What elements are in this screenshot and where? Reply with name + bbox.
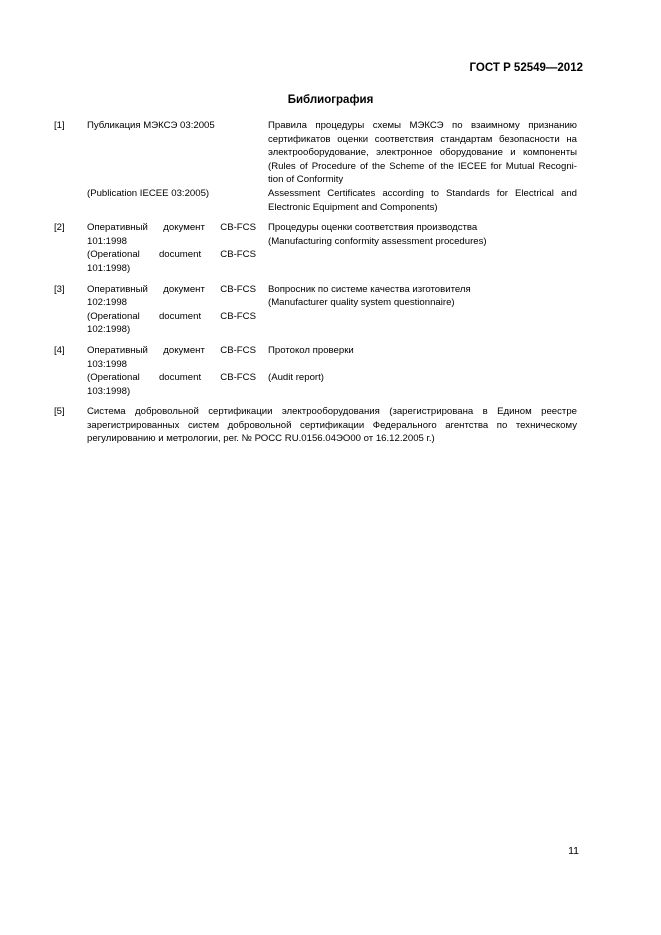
entry-description: Правила процедуры схемы МЭКСЭ по взаимному признанию сертификатов оценки соответствия стандартам безопасности на электрооборудование, электронное оборудование и компоненты (Rules of Procedure of the Scheme of the IECEE for Mutual Recogni-tion of Conformity xyxy=(268,120,577,186)
entry-source-en: (Operational document CB-FCS xyxy=(87,310,256,322)
bibliography-entry-3 xyxy=(54,283,577,337)
entry-description: Протокол проверки xyxy=(268,344,354,356)
bibliography-entry-1 xyxy=(54,119,577,214)
entry-source-number: 103:1998 xyxy=(87,358,128,370)
entry-description: Процедуры оценки соответствия производства xyxy=(268,222,478,234)
entry-description-en: (Manufacturer quality system questionnaire) xyxy=(268,297,455,309)
entry-source: Оперативный документ CB-FCS xyxy=(87,283,256,295)
page-number: 11 xyxy=(568,845,579,857)
entry-description-cont: Assessment Certificates according to Standards for Electrical and Electronic Equipment and Components) xyxy=(268,187,577,213)
page-title: Библиография xyxy=(287,94,374,106)
entry-source-en-number: 103:1998) xyxy=(87,385,131,397)
entry-number: [3] xyxy=(54,283,65,295)
bibliography-entry-4 xyxy=(54,344,577,398)
document-code: ГОСТ Р 52549—2012 xyxy=(469,62,583,74)
entry-number: [5] xyxy=(54,406,65,418)
bibliography-entry-2 xyxy=(54,221,577,275)
entry-number: [1] xyxy=(54,120,65,131)
entry-description: Вопросник по системе качества изготовителя xyxy=(268,283,471,295)
entry-number: [2] xyxy=(54,222,65,234)
entry-description: Система добровольной сертификации электрооборудования (зарегистрирована в Едином реестре зарегистрированных систем добровольной сертификации Федерального агентства по техническому регулированию и метрологии, рег. № РОСС RU.0156.04ЭО00 от 16.12.2005 г.) xyxy=(87,406,577,445)
entry-source-number: 101:1998 xyxy=(87,235,128,247)
entry-description-en: (Manufacturing conformity assessment procedures) xyxy=(268,235,487,247)
entry-source-en-number: 102:1998) xyxy=(87,324,131,336)
entry-source: Оперативный документ CB-FCS xyxy=(87,344,256,356)
entry-source: Публикация МЭКСЭ 03:2005 xyxy=(87,120,215,131)
entry-source-number: 102:1998 xyxy=(87,297,128,309)
entry-number: [4] xyxy=(54,344,65,356)
bibliography-list xyxy=(54,119,577,453)
entry-source: Оперативный документ CB-FCS xyxy=(87,222,256,234)
entry-source-en-number: 101:1998) xyxy=(87,262,131,274)
entry-source-en: (Publication IECEE 03:2005) xyxy=(87,187,210,199)
bibliography-entry-5 xyxy=(54,405,577,446)
entry-description-en: (Audit report) xyxy=(268,372,324,384)
entry-source-en: (Operational document CB-FCS xyxy=(87,372,256,384)
entry-source-en: (Operational document CB-FCS xyxy=(87,249,256,261)
